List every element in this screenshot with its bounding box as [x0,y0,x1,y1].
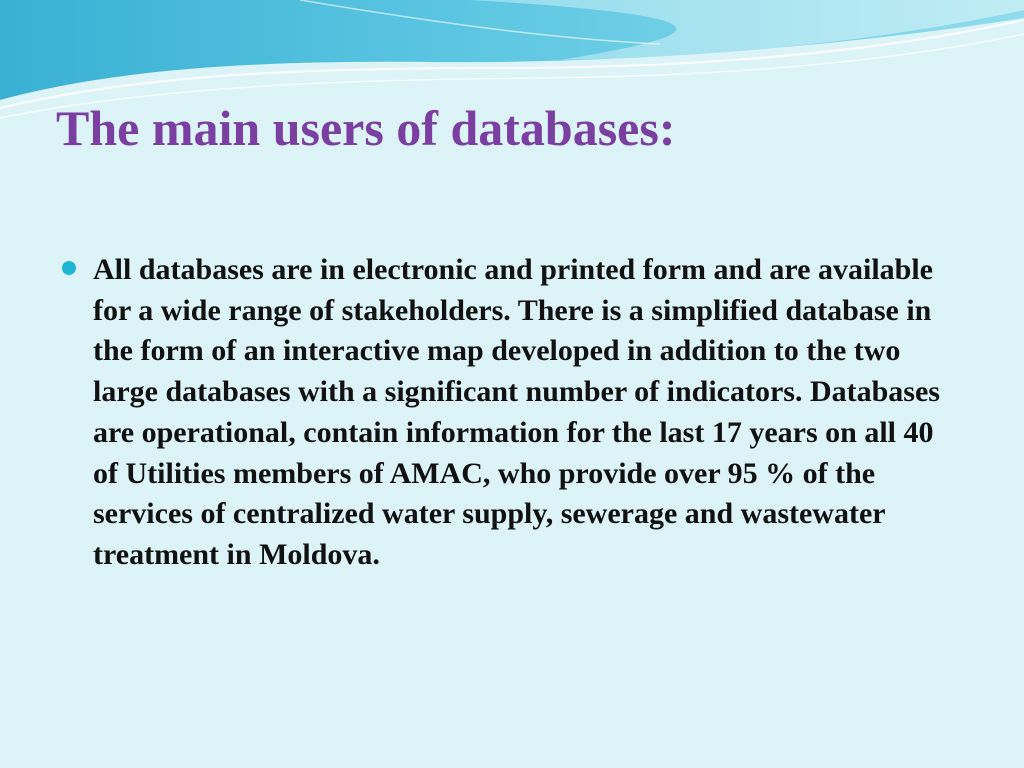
bullet-item [62,250,942,576]
bullet-text: All databases are in electronic and printed form and are available for a wide range of stakeholders. There is a simplified database in the form of an interactive map developed in addition to the two large databases with a significant number of indicators. Databases are operational, contain information for the last 17 years on all 40 of Utilities members of AMAC, who provide over 95 % of the services of centralized water supply, sewerage and wastewater treatment in Moldova. [93,253,940,571]
slide-title: The main users of databases: [56,100,676,156]
bullet-dot-icon [62,261,76,275]
